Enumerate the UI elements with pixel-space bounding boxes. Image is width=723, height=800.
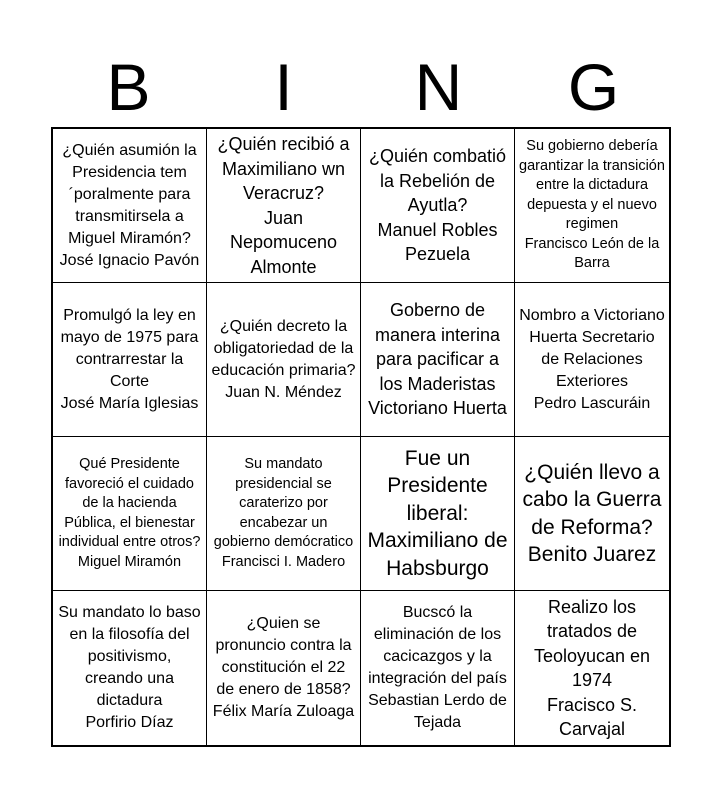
bingo-cell-r1-c2: ¿Quién recibió a Maximiliano wn Veracruz? Juan Nepomuceno Almonte [207, 129, 361, 283]
header-letter-n: N [414, 50, 463, 124]
bingo-cell-r2-c3: Goberno de manera interina para pacificar a los Maderistas Victoriano Huerta [361, 283, 515, 437]
bingo-cell-r1-c1: ¿Quién asumión la Presidencia tem ´poralmente para transmitirsela a Miguel Miramón? José Ignacio Pavón [53, 129, 207, 283]
header-letter-i: I [274, 50, 293, 124]
bingo-cell-r4-c1: Su mandato lo baso en la filosofía del positivismo, creando una dictadura Porfirio Díaz [53, 591, 207, 745]
header-letter-g: G [567, 50, 620, 124]
bingo-cell-r2-c1: Promulgó la ley en mayo de 1975 para contrarrestar la Corte José María Iglesias [53, 283, 207, 437]
bingo-cell-r4-c3: Bucscó la eliminación de los cacicazgos y la integración del país Sebastian Lerdo de Tejada [361, 591, 515, 745]
bingo-cell-r2-c4: Nombro a Victoriano Huerta Secretario de Relaciones Exteriores Pedro Lascuráin [515, 283, 669, 437]
bingo-cell-r4-c4: Realizo los tratados de Teoloyucan en 1974 Fracisco S. Carvajal [533, 596, 651, 739]
bingo-header [51, 48, 671, 126]
header-letter-b: B [106, 50, 151, 124]
bingo-cell-r3-c1: Qué Presidente favoreció el cuidado de la hacienda Pública, el bienestar individual entre otros? Miguel Miramón [53, 437, 207, 591]
bingo-cell-r2-c2: ¿Quién decreto la obligatoriedad de la educación primaria? Juan N. Méndez [207, 283, 361, 437]
bingo-cell-r1-c4: Su gobierno debería garantizar la transición entre la dictadura depuesta y el nuevo regimen Francisco León de la Barra [515, 129, 669, 283]
bingo-cell-r3-c2: Su mandato presidencial se caraterizo por encabezar un gobierno demócratico Francisci I. Madero [207, 437, 361, 591]
bingo-cell-r1-c3: ¿Quién combatió la Rebelión de Ayutla? Manuel Robles Pezuela [361, 129, 515, 283]
bingo-cell-r3-c4: ¿Quién llevo a cabo la Guerra de Reforma? Benito Juarez [515, 437, 669, 591]
bingo-cell-r4-c2: ¿Quien se pronuncio contra la constitución el 22 de enero de 1858? Félix María Zuloaga [207, 591, 361, 745]
bingo-board [51, 127, 671, 747]
bingo-cell-r3-c3: Fue un Presidente liberal: Maximiliano de Habsburgo [361, 437, 515, 591]
